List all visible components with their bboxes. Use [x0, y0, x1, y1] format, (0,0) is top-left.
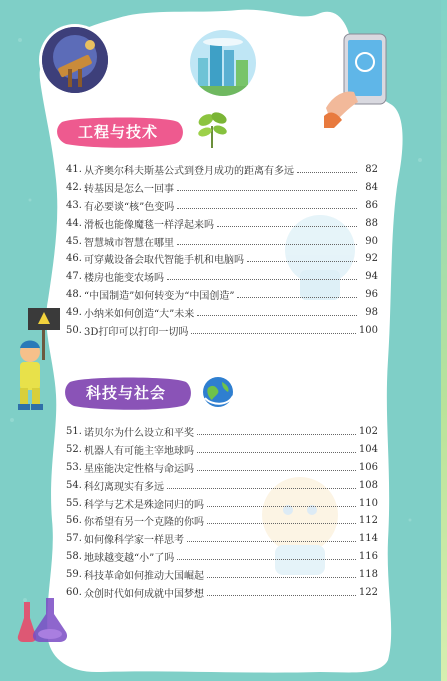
entry-page: 84	[365, 182, 378, 194]
entry-title: 诺贝尔为什么设立和平奖	[84, 428, 194, 440]
entry-title: 你希望有另一个克隆的你吗	[84, 517, 204, 529]
toc-entry[interactable]	[66, 214, 378, 232]
entry-number: 50.	[66, 324, 82, 336]
entry-title: 从齐奥尔科夫斯基公式到登月成功的距离有多远	[84, 166, 294, 178]
entry-title: 科学与艺术是殊途同归的吗	[84, 499, 204, 511]
entry-title: 小纳米如何创造“大”未来	[84, 308, 195, 320]
entry-title: 智慧城市智慧在哪里	[84, 237, 174, 249]
smartphone-illustration	[324, 28, 394, 128]
toc-entry[interactable]	[66, 268, 378, 286]
toc-list-engineering	[66, 161, 378, 339]
globe-icon	[200, 374, 236, 410]
entry-title: 科幻离现实有多远	[84, 481, 164, 493]
dot-leader	[197, 452, 356, 453]
entry-number: 60.	[66, 586, 82, 598]
entry-number: 55.	[66, 497, 82, 509]
toc-entry[interactable]	[66, 161, 378, 179]
entry-page: 122	[358, 586, 378, 598]
toc-entry[interactable]	[66, 303, 378, 321]
dot-leader	[187, 541, 356, 542]
entry-number: 48.	[66, 288, 82, 300]
toc-entry[interactable]	[66, 512, 378, 530]
entry-page: 114	[358, 533, 378, 545]
dot-leader	[297, 172, 357, 173]
entry-number: 52.	[66, 444, 82, 456]
entry-number: 59.	[66, 568, 82, 580]
entry-number: 57.	[66, 533, 82, 545]
hazmat-child-illustration	[8, 300, 66, 412]
entry-number: 54.	[66, 479, 82, 491]
entry-page: 102	[358, 426, 378, 438]
entry-title: 3D打印可以打印一切吗	[84, 326, 189, 338]
dot-leader	[191, 333, 356, 334]
entry-page: 106	[358, 461, 378, 473]
entry-page: 116	[358, 550, 378, 562]
dot-leader	[177, 208, 357, 209]
entry-title: 滑板也能像魔毯一样浮起来吗	[84, 219, 214, 231]
toc-list-society	[66, 423, 378, 601]
toc-entry[interactable]	[66, 476, 378, 494]
entry-title: 可穿戴设备会取代智能手机和电脑吗	[84, 255, 244, 267]
dot-leader	[177, 190, 357, 191]
entry-title: 众创时代如何成就中国梦想	[84, 588, 204, 600]
entry-title: 地球越变越“小”了吗	[84, 552, 175, 564]
entry-page: 118	[358, 568, 378, 580]
entry-page: 96	[365, 288, 378, 300]
toc-entry[interactable]	[66, 441, 378, 459]
toc-entry[interactable]	[66, 321, 378, 339]
sprout-icon	[196, 108, 230, 150]
smart-city-illustration	[190, 30, 256, 96]
dot-leader	[207, 523, 356, 524]
entry-number: 58.	[66, 550, 82, 562]
dot-leader	[177, 244, 357, 245]
toc-entry[interactable]	[66, 459, 378, 477]
entry-page: 82	[365, 164, 378, 176]
entry-number: 51.	[66, 426, 82, 438]
entry-number: 42.	[66, 182, 82, 194]
entry-number: 53.	[66, 461, 82, 473]
dot-leader	[217, 226, 357, 227]
dot-leader	[247, 261, 357, 262]
section-title: 工程与技术	[77, 123, 158, 141]
entry-number: 41.	[66, 164, 82, 176]
section-header-society	[64, 376, 194, 410]
toc-entry[interactable]	[66, 530, 378, 548]
entry-page: 100	[358, 324, 378, 336]
entry-number: 44.	[66, 217, 82, 229]
telescope-illustration	[42, 27, 108, 93]
dot-leader	[237, 297, 357, 298]
entry-page: 92	[365, 253, 378, 265]
toc-entry[interactable]	[66, 250, 378, 268]
toc-entry[interactable]	[66, 197, 378, 215]
entry-title: 转基因是怎么一回事	[84, 184, 174, 196]
entry-title: 科技革命如何推动大国崛起	[84, 570, 204, 582]
entry-page: 112	[358, 515, 378, 527]
toc-entry[interactable]	[66, 565, 378, 583]
entry-page: 88	[365, 217, 378, 229]
toc-entry[interactable]	[66, 232, 378, 250]
entry-number: 45.	[66, 235, 82, 247]
entry-page: 86	[365, 199, 378, 211]
toc-entry[interactable]	[66, 423, 378, 441]
entry-number: 49.	[66, 306, 82, 318]
dot-leader	[167, 279, 357, 280]
section-title: 科技与社会	[85, 384, 166, 402]
entry-page: 94	[365, 271, 378, 283]
entry-title: “中国制造”如何转变为“中国创造”	[84, 290, 235, 302]
dot-leader	[207, 506, 356, 507]
toc-entry[interactable]	[66, 548, 378, 566]
dot-leader	[207, 577, 356, 578]
entry-number: 43.	[66, 199, 82, 211]
entry-title: 机器人有可能主宰地球吗	[84, 446, 194, 458]
flask-icon	[16, 596, 76, 644]
dot-leader	[197, 315, 357, 316]
toc-entry[interactable]	[66, 179, 378, 197]
entry-title: 楼房也能变农场吗	[84, 273, 164, 285]
entry-page: 98	[365, 306, 378, 318]
toc-entry[interactable]	[66, 583, 378, 601]
dot-leader	[197, 434, 356, 435]
section-header-engineering	[56, 116, 186, 148]
dot-leader	[207, 595, 356, 596]
entry-page: 90	[365, 235, 378, 247]
toc-entry[interactable]	[66, 286, 378, 304]
right-edge-stripe	[441, 0, 447, 681]
dot-leader	[177, 559, 356, 560]
dot-leader	[197, 470, 356, 471]
entry-title: 星座能决定性格与命运吗	[84, 463, 194, 475]
entry-number: 47.	[66, 271, 82, 283]
entry-page: 104	[358, 444, 378, 456]
entry-title: 如何像科学家一样思考	[84, 535, 184, 547]
dot-leader	[167, 488, 356, 489]
entry-page: 110	[358, 497, 378, 509]
entry-page: 108	[358, 479, 378, 491]
toc-entry[interactable]	[66, 494, 378, 512]
entry-title: 有必要谈“核”色变吗	[84, 201, 175, 213]
entry-number: 56.	[66, 515, 82, 527]
entry-number: 46.	[66, 253, 82, 265]
